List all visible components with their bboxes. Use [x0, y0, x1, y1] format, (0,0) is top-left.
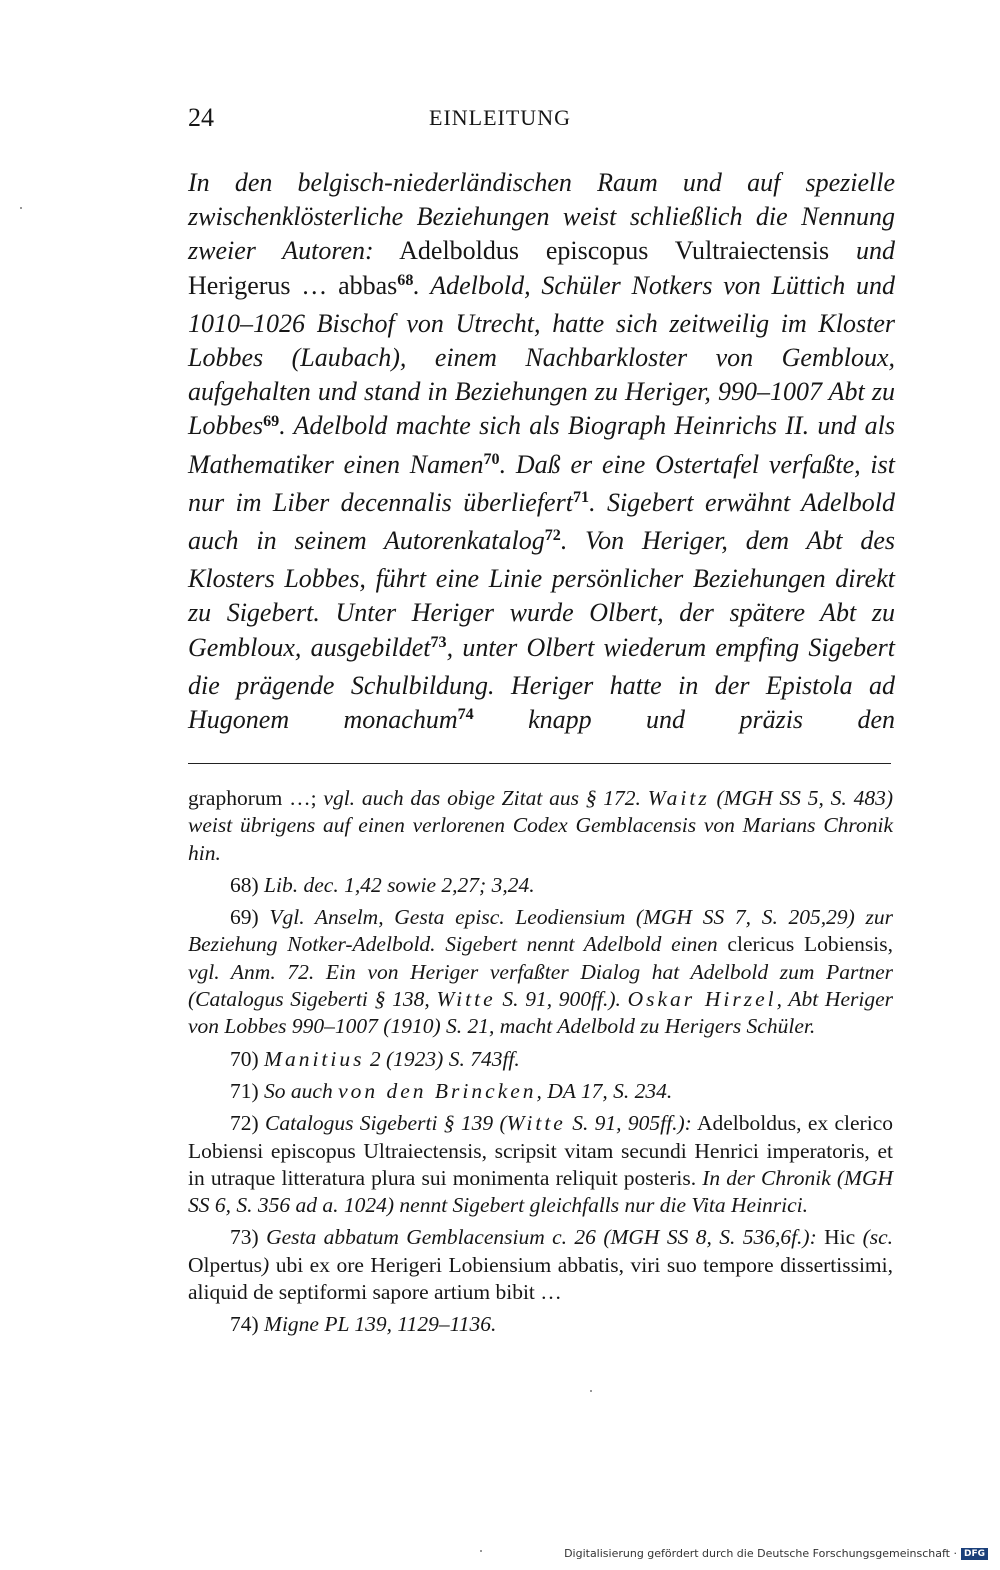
running-head: EINLEITUNG [429, 105, 571, 130]
fn-text: In der Chronik (MGH SS 6, S. 356 ad a. 1024) nennt Sigebert gleichfalls nur die Vita Heinrici. [188, 1165, 893, 1218]
footnote-74 [188, 1311, 893, 1338]
fn-text: S. 91, 900ff.). [495, 987, 621, 1012]
footnote-continuation [188, 785, 893, 867]
dfg-logo-icon: DFG [961, 1548, 988, 1560]
footnote-divider [188, 763, 891, 764]
footnote-ref[interactable]: 70 [483, 450, 500, 468]
scan-speck [480, 1550, 482, 1552]
fn-text: (sc. [855, 1225, 894, 1250]
fn-text: , Abt Heriger von Lobbes 990–1007 (1910) S. 21, macht Adelbold zu Herigers Schüler. [188, 987, 893, 1039]
fn-author: Manitius [264, 1046, 365, 1071]
fn-text: clericus Lobiensis, [717, 932, 893, 957]
body-text: und [856, 236, 895, 266]
fn-text: vgl. Anm. 72. Ein von Heriger verfaßter Dialog hat Adelbold zum Partner (Catalogus Sigeberti § 138, [188, 959, 893, 1012]
fn-text: Catalogus Sigeberti § 139 ( [265, 1111, 507, 1136]
body-paragraph [188, 166, 895, 741]
fn-text: graphorum …; [188, 786, 317, 810]
body-text: . Adelbold machte sich als Biograph Heinrichs II. und als Mathematiker einen Namen [188, 411, 895, 479]
fn-quote: Olpertus [188, 1252, 263, 1277]
body-text: . Von Heriger, dem Abt des Klosters Lobbes, führt eine Linie persönlicher Beziehungen direkt zu Sigebert. Unter Heriger wurde Olbert, der spätere Abt zu Gembloux, ausgebildet [188, 526, 896, 662]
fn-author: Waitz [647, 786, 710, 810]
footnote-72 [188, 1110, 893, 1219]
footnote-ref[interactable]: 72 [544, 527, 561, 545]
fn-text: Vgl. Anselm, Gesta episc. Leodiensium (MGH SS 7, S. 205,29) zur Beziehung Notker-Adelbold. Sigebert nennt Adelbold einen [188, 905, 894, 957]
body-text: , unter Olbert wiederum empfing Sigebert die prägende Schulbildung. Heriger hatte in der Epistola ad Hugonem monachum [188, 632, 895, 735]
fn-author: von den Brincken [338, 1078, 537, 1103]
footnote-69 [188, 904, 893, 1040]
fn-text: Migne PL 139, 1129–1136. [264, 1312, 497, 1337]
footnote-number: 69) [230, 905, 259, 930]
body-text: knapp und präzis den [473, 705, 895, 735]
fn-text: , DA 17, S. 234. [536, 1078, 673, 1103]
latin-quote: Adelboldus episcopus Vultraiectensis [399, 236, 830, 266]
latin-quote: Herigerus … abbas [188, 270, 398, 300]
fn-author: Oskar Hirzel [627, 987, 777, 1012]
fn-author: Witte [506, 1111, 566, 1136]
footnotes [188, 785, 893, 1344]
fn-text: S. 91, 905ff.): [565, 1111, 692, 1136]
footnote-ref[interactable]: 74 [457, 706, 474, 724]
footnote-ref[interactable]: 68 [397, 271, 414, 289]
footnote-number: 70) [230, 1046, 259, 1071]
fn-author: Witte [436, 987, 496, 1012]
fn-text: 2 (1923) S. 743ff. [364, 1046, 520, 1071]
footnote-73 [188, 1224, 893, 1306]
footnote-70 [188, 1046, 893, 1073]
body-text: In den belgisch-niederländischen Raum und auf spezielle zwischenklösterliche Beziehungen weist schließlich die Nennung zweier Autoren: [188, 168, 895, 266]
digitization-credit [564, 1547, 988, 1560]
footnote-ref[interactable]: 71 [572, 488, 590, 506]
fn-text: Gesta abbatum Gemblacensium c. 26 (MGH SS 8, S. 536,6f.): [266, 1225, 817, 1250]
fn-text: vgl. auch das obige Zitat aus § 172. [316, 786, 641, 810]
body-text: . Adelbold, Schüler Notkers von Lüttich und 1010–1026 Bischof von Utrecht, hatte sich zeitweilig im Kloster Lobbes (Laubach), einem Nachbarkloster von Gembloux, aufgehalten und stand in Beziehungen zu Heriger, 990–1007 Abt zu Lobbes [188, 270, 895, 441]
footnote-number: 74) [230, 1312, 259, 1337]
fn-text: (MGH SS 5, S. 483) weist übrigens auf einen verlorenen Codex Gemblacensis von Marians Chronik hin. [188, 786, 893, 865]
fn-text: Lib. dec. 1,42 sowie 2,27; 3,24. [264, 872, 535, 897]
scan-speck [590, 1390, 592, 1392]
footnote-number: 72) [230, 1111, 259, 1136]
fn-text: So auch [264, 1078, 333, 1103]
credit-text: Digitalisierung gefördert durch die Deutsche Forschungsgemeinschaft · [564, 1547, 957, 1560]
footnote-number: 71) [230, 1078, 259, 1103]
footnote-number: 68) [230, 872, 259, 897]
fn-quote: Hic [816, 1225, 856, 1250]
footnote-number: 73) [230, 1225, 259, 1250]
body-text: . Daß er eine Ostertafel verfaßte, ist nur im Liber decennalis überliefert [188, 449, 895, 517]
fn-quote: ubi ex ore Herigeri Lobiensium abbatis, viri suo tempore dissertissimi, aliquid de septiformi sapore artium bibit … [188, 1252, 893, 1305]
fn-text: ) [262, 1252, 270, 1277]
body-text: . Sigebert erwähnt Adelbold auch in seinem Autorenkatalog [188, 487, 895, 556]
footnote-ref[interactable]: 73 [430, 633, 447, 651]
fn-quote: Adelboldus, ex clerico Lobiensi episcopus Ultraiectensis, scripsit vitam secundi Henrici imperatoris, et in utraque litteratura plura sui monimenta reliquit posteris. [188, 1111, 893, 1190]
footnote-71 [188, 1078, 893, 1105]
footnote-ref[interactable]: 69 [263, 412, 280, 430]
page-number: 24 [188, 103, 214, 132]
scan-speck [20, 207, 22, 209]
footnote-68 [188, 872, 893, 899]
